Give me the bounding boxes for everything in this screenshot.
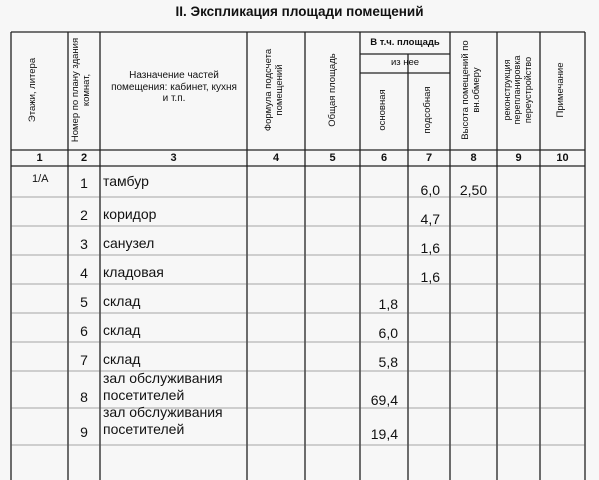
column-number-2: 2	[80, 152, 88, 164]
header-auxiliary-area: подсобная	[422, 86, 433, 134]
row-4-name: кладовая	[103, 264, 164, 280]
row-8-number: 8	[80, 389, 88, 405]
row-9-name-line-1: зал обслуживания	[103, 404, 223, 420]
column-number-5: 5	[329, 152, 336, 164]
row-4-aux-area: 1,6	[420, 269, 440, 285]
header-floor-litera: Этажи, литера	[27, 57, 38, 123]
row-2-aux-area: 4,7	[420, 211, 440, 227]
row-1-number: 1	[80, 175, 88, 191]
header-incl-area: В т.ч. площадь	[370, 37, 440, 48]
header-formula: Формула подсчета помещений	[263, 48, 285, 132]
column-number-4: 4	[272, 152, 280, 164]
row-5-name: склад	[103, 293, 141, 309]
row-9-number: 9	[80, 424, 88, 440]
row-6-name: склад	[103, 322, 141, 338]
row-9-main-area: 19,4	[370, 426, 398, 442]
header-note: Примечание	[555, 62, 566, 118]
header-total-area: Общая площадь	[327, 53, 338, 127]
row-8-name-line-2: посетителей	[103, 387, 185, 403]
row-9-name-line-2: посетителей	[103, 421, 185, 437]
header-purpose: Назначение частей помещения: кабинет, кухня и т.п.	[111, 70, 237, 104]
row-3-aux-area: 1,6	[420, 240, 440, 256]
row-1-name: тамбур	[103, 173, 149, 189]
row-1-height: 2,50	[459, 182, 488, 198]
row-8-main-area: 69,4	[370, 392, 398, 408]
column-number-9: 9	[515, 152, 522, 164]
header-of-which: из нее	[390, 57, 420, 68]
row-6-number: 6	[80, 323, 88, 339]
row-1-aux-area: 6,0	[420, 182, 440, 198]
row-2-name: коридор	[103, 206, 157, 222]
row-7-name: склад	[103, 351, 141, 367]
column-number-7: 7	[425, 152, 433, 164]
page-title: II. Экспликация площади помещений	[175, 4, 424, 19]
row-7-main-area: 5,8	[378, 354, 398, 370]
row-7-number: 7	[80, 352, 88, 368]
row-5-main-area: 1,8	[378, 296, 398, 312]
column-number-1: 1	[36, 152, 43, 164]
row-5-number: 5	[80, 294, 88, 310]
column-number-8: 8	[470, 152, 477, 164]
header-room-number: Номер по плану здания комнат,	[70, 37, 92, 143]
column-number-6: 6	[380, 152, 388, 164]
header-main-area: основная	[377, 89, 388, 131]
column-number-3: 3	[170, 152, 177, 164]
header-height: Высота помещений по вн.обмеру	[460, 40, 482, 140]
row-4-number: 4	[80, 265, 88, 281]
row-3-number: 3	[80, 236, 88, 252]
row-3-name: санузел	[103, 235, 155, 251]
column-number-10: 10	[556, 152, 569, 164]
row-1-floor: 1/A	[32, 173, 49, 185]
row-6-main-area: 6,0	[378, 325, 398, 341]
header-reconstruction: реконструкция перепланировка переустройство	[502, 55, 533, 125]
row-2-number: 2	[80, 207, 88, 223]
row-8-name-line-1: зал обслуживания	[103, 370, 223, 386]
